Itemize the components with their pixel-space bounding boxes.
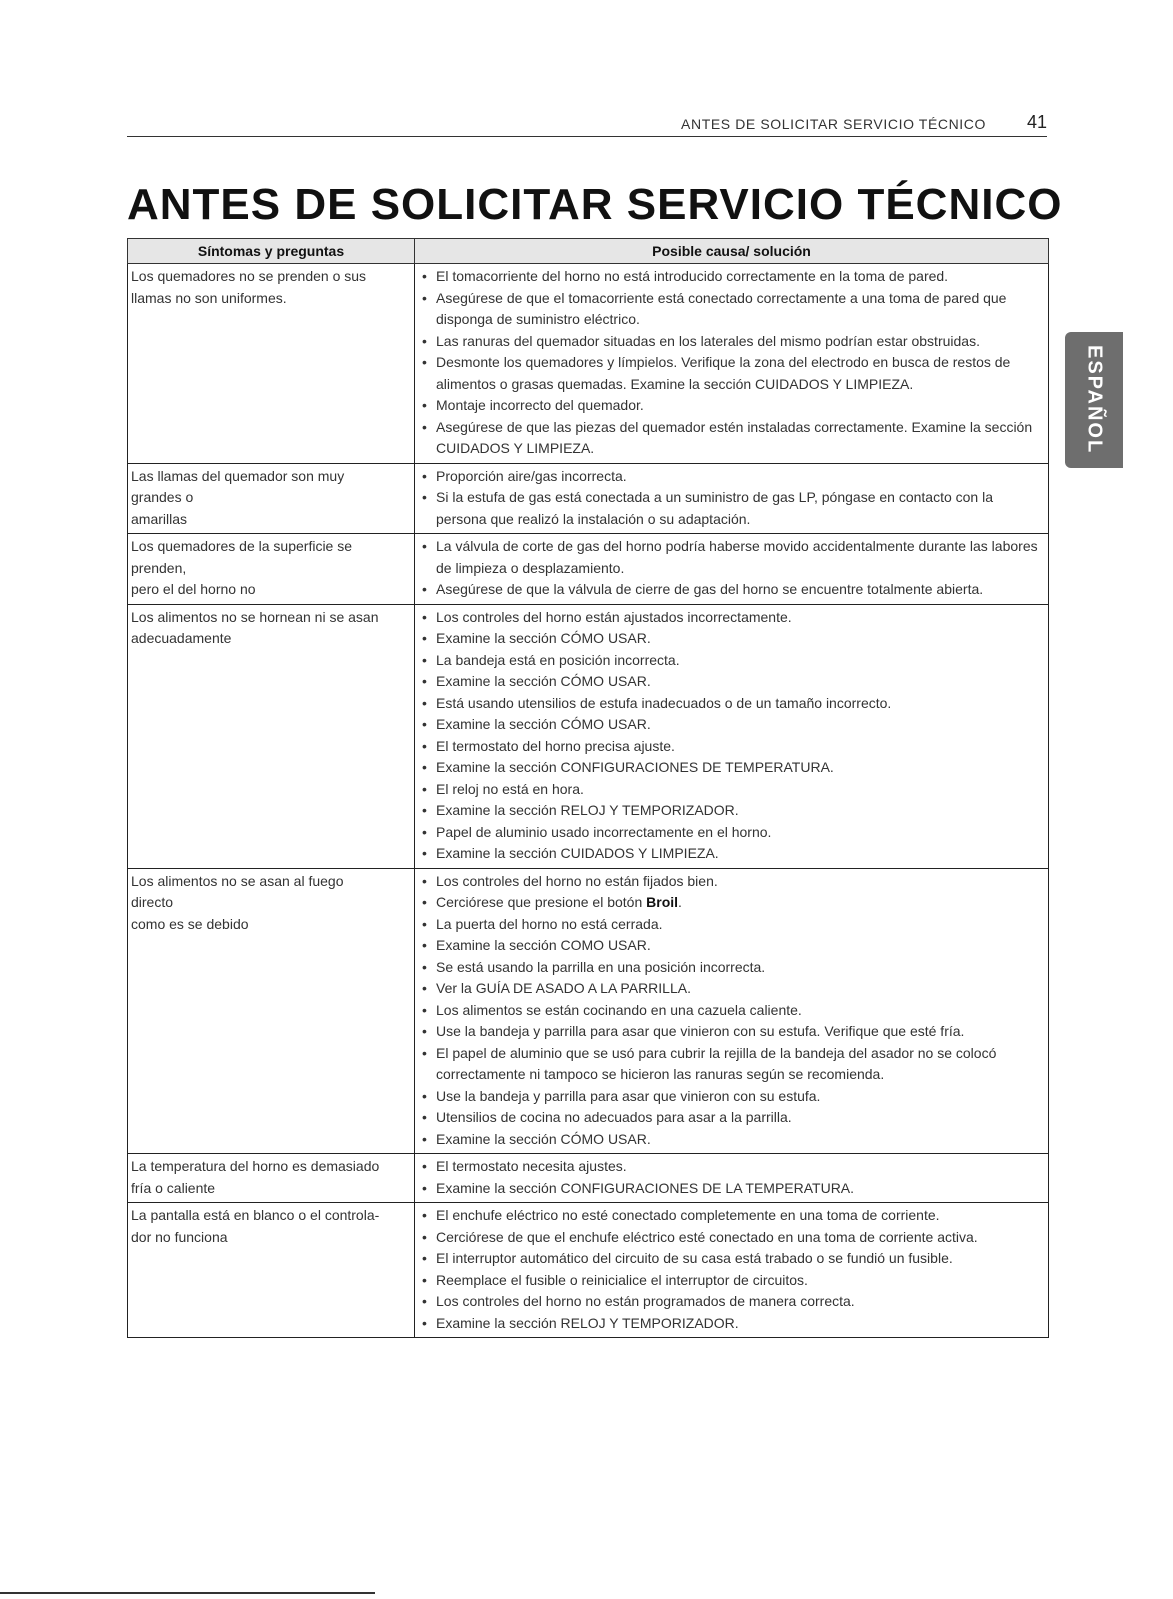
cause-item: • Reemplace el fusible o reinicialice el interruptor de circuitos. — [418, 1270, 1044, 1292]
cause-item: • Use la bandeja y parrilla para asar que vinieron con su estufa. Verifique que esté fría. — [418, 1021, 1044, 1043]
causes-cell — [415, 868, 1049, 1154]
cause-item: • Ver la GUÍA DE ASADO A LA PARRILLA. — [418, 978, 1044, 1000]
causes-cell — [415, 1154, 1049, 1203]
column-header-symptoms: Síntomas y preguntas — [128, 239, 415, 264]
cause-item: • Si la estufa de gas está conectada a un suministro de gas LP, póngase en contacto con la persona que realizó la instalación o su adaptación. — [418, 487, 1044, 530]
cause-list — [418, 536, 1044, 601]
symptom-cell — [128, 463, 415, 534]
cause-item: • Examine la sección CÓMO USAR. — [418, 714, 1044, 736]
cause-item: • Montaje incorrecto del quemador. — [418, 395, 1044, 417]
cause-item: • El termostato necesita ajustes. — [418, 1156, 1044, 1178]
causes-cell — [415, 604, 1049, 868]
cause-item: • Asegúrese de que el tomacorriente está conectado correctamente a una toma de pared que disponga de suministro eléctrico. — [418, 288, 1044, 331]
cause-item: • El enchufe eléctrico no esté conectado completemente en una toma de corriente. — [418, 1205, 1044, 1227]
symptom-line: Las llamas del quemador son muy — [131, 467, 345, 484]
symptom-cell — [128, 534, 415, 605]
cause-list — [418, 1156, 1044, 1199]
cause-item: • El reloj no está en hora. — [418, 779, 1044, 801]
cause-item: • Los controles del horno no están programados de manera correcta. — [418, 1291, 1044, 1313]
header-rule — [127, 136, 1047, 137]
table-row — [128, 604, 1049, 868]
cause-item: • Examine la sección CÓMO USAR. — [418, 1129, 1044, 1151]
symptom-cell — [128, 1203, 415, 1338]
cause-item: • Los controles del horno no están fijados bien. — [418, 871, 1044, 893]
cause-item: • Las ranuras del quemador situadas en los laterales del mismo podrían estar obstruidas. — [418, 331, 1044, 353]
language-tab-label: ESPAÑOL — [1083, 345, 1106, 455]
symptom-cell — [128, 1154, 415, 1203]
symptom-line: La pantalla está en blanco o el controla- — [131, 1207, 380, 1223]
symptom-line: directo — [131, 894, 174, 910]
symptom-line: Los alimentos no se asan al fuego — [131, 872, 344, 889]
symptom-cell — [128, 264, 415, 464]
cause-list — [418, 1205, 1044, 1334]
table-body — [128, 264, 1049, 1338]
cause-item: • Asegúrese de que las piezas del quemador estén instaladas correctamente. Examine la sección CUIDADOS Y LIMPIEZA. — [418, 417, 1044, 460]
cause-item: • Se está usando la parrilla en una posición incorrecta. — [418, 957, 1044, 979]
symptom-cell — [128, 604, 415, 868]
table-row — [128, 868, 1049, 1154]
cause-list — [418, 266, 1044, 460]
cause-item: • Está usando utensilios de estufa inadecuados o de un tamaño incorrecto. — [418, 693, 1044, 715]
cause-item: • Cerciórese de que el enchufe eléctrico esté conectado en una toma de corriente activa. — [418, 1227, 1044, 1249]
cause-item: • El papel de aluminio que se usó para cubrir la rejilla de la bandeja del asador no se colocó correctamente ni tampoco se hicieron las ranuras según se recomienda. — [418, 1043, 1044, 1086]
symptom-line: grandes o — [131, 489, 194, 505]
cause-item: • Proporción aire/gas incorrecta. — [418, 466, 1044, 488]
cause-item: • La bandeja está en posición incorrecta. — [418, 650, 1044, 672]
running-head: ANTES DE SOLICITAR SERVICIO TÉCNICO — [681, 116, 986, 132]
symptom-line: dor no funciona — [131, 1228, 228, 1245]
page-number: 41 — [1027, 112, 1048, 132]
cause-list — [418, 607, 1044, 865]
cause-item: • Examine la sección COMO USAR. — [418, 935, 1044, 957]
symptom-cell — [128, 868, 415, 1154]
cause-item: • Examine la sección CONFIGURACIONES DE LA TEMPERATURA. — [418, 1178, 1044, 1200]
cause-item: • Papel de aluminio usado incorrectamente en el horno. — [418, 822, 1044, 844]
causes-cell — [415, 264, 1049, 464]
cause-list — [418, 466, 1044, 531]
cause-item: • El tomacorriente del horno no está introducido correctamente en la toma de pared. — [418, 266, 1044, 288]
cause-list — [418, 871, 1044, 1151]
table-row — [128, 1154, 1049, 1203]
symptom-line: La temperatura del horno es demasiado — [131, 1158, 380, 1174]
cause-item: • Asegúrese de que la válvula de cierre de gas del horno se encuentre totalmente abierta. — [418, 579, 1044, 601]
cause-item: • El termostato del horno precisa ajuste. — [418, 736, 1044, 758]
cause-item: • Utensilios de cocina no adecuados para asar a la parrilla. — [418, 1107, 1044, 1129]
table-row — [128, 534, 1049, 605]
symptom-line: prenden, — [131, 559, 187, 576]
cause-item: • Examine la sección RELOJ Y TEMPORIZADOR. — [418, 1313, 1044, 1335]
cause-item: • El interruptor automático del circuito de su casa está trabado o se fundió un fusible. — [418, 1248, 1044, 1270]
cause-item: • Examine la sección CÓMO USAR. — [418, 628, 1044, 650]
cause-item: • Los controles del horno están ajustados incorrectamente. — [418, 607, 1044, 629]
table-row — [128, 1203, 1049, 1338]
cause-item: • Los alimentos se están cocinando en una cazuela caliente. — [418, 1000, 1044, 1022]
table-row — [128, 264, 1049, 464]
cause-item: • Examine la sección CUIDADOS Y LIMPIEZA. — [418, 843, 1044, 865]
cause-item: • Cerciórese que presione el botón Broil. — [418, 892, 1044, 914]
cause-item: • La válvula de corte de gas del horno podría haberse movido accidentalmente durante las labores de limpieza o desplazamiento. — [418, 536, 1044, 579]
cause-item: • La puerta del horno no está cerrada. — [418, 914, 1044, 936]
table-row — [128, 463, 1049, 534]
table-header-row — [128, 239, 1049, 264]
symptom-line: Los quemadores no se prenden o sus — [131, 268, 367, 284]
causes-cell — [415, 463, 1049, 534]
troubleshooting-table — [127, 238, 1049, 1338]
causes-cell — [415, 1203, 1049, 1338]
cause-item: • Examine la sección RELOJ Y TEMPORIZADOR. — [418, 800, 1044, 822]
footer-rule — [0, 1592, 375, 1594]
cause-item: • Desmonte los quemadores y límpielos. Verifique la zona del electrodo en busca de restos de alimentos o grasas quemadas. Examine la sección CUIDADOS Y LIMPIEZA. — [418, 352, 1044, 395]
symptom-line: como es se debido — [131, 915, 249, 932]
page-title: ANTES DE SOLICITAR SERVICIO TÉCNICO — [127, 180, 1063, 229]
cause-item: • Examine la sección CÓMO USAR. — [418, 671, 1044, 693]
symptom-line: fría o caliente — [131, 1179, 216, 1196]
symptom-line: Los alimentos no se hornean ni se asan — [131, 608, 379, 625]
cause-item: • Examine la sección CONFIGURACIONES DE TEMPERATURA. — [418, 757, 1044, 779]
symptom-line: llamas no son uniformes. — [131, 289, 287, 306]
language-tab — [1065, 332, 1123, 468]
symptom-line: amarillas — [131, 510, 188, 527]
symptom-line: pero el del horno no — [131, 581, 256, 597]
symptom-line: adecuadamente — [131, 630, 232, 646]
causes-cell — [415, 534, 1049, 605]
column-header-causes: Posible causa/ solución — [415, 239, 1049, 264]
symptom-line: Los quemadores de la superficie se — [131, 538, 353, 554]
cause-item: • Use la bandeja y parrilla para asar que vinieron con su estufa. — [418, 1086, 1044, 1108]
